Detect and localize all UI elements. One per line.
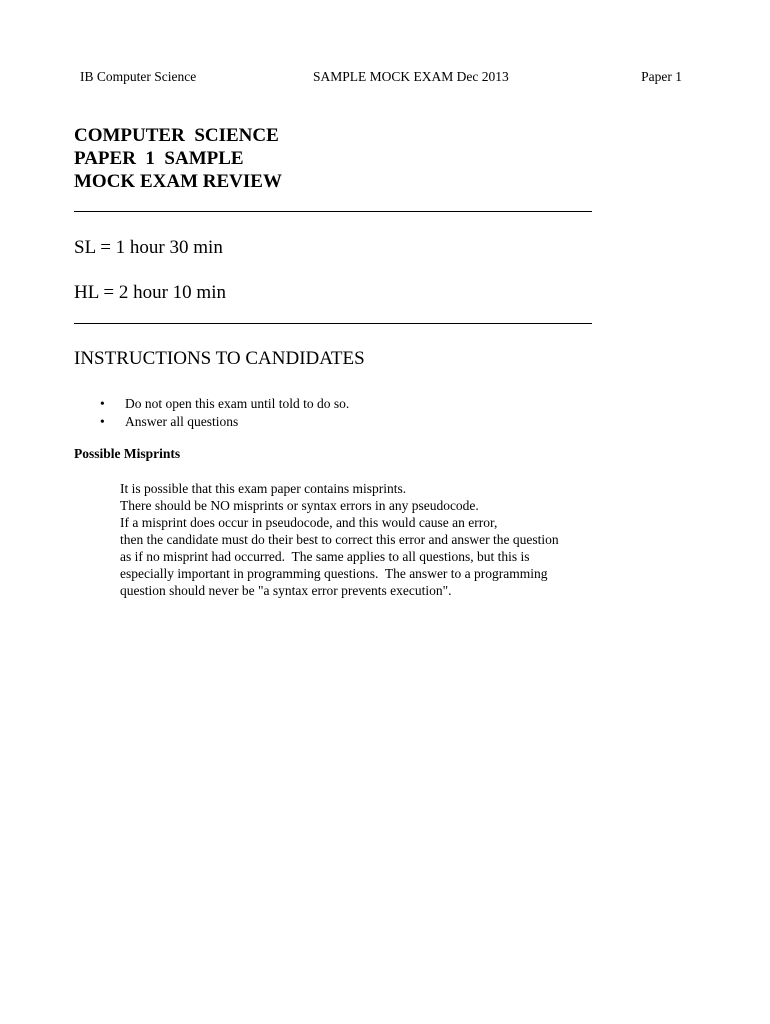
paragraph-line: If a misprint does occur in pseudocode, and this would cause an error,: [120, 515, 498, 530]
horizontal-rule: [74, 323, 592, 324]
title-line: MOCK EXAM REVIEW: [74, 171, 282, 192]
paragraph-line: as if no misprint had occurred. The same applies to all questions, but this is: [120, 549, 530, 564]
title-line: COMPUTER SCIENCE: [74, 125, 279, 146]
paragraph-line: then the candidate must do their best to correct this error and answer the question: [120, 532, 559, 547]
header-course: IB Computer Science: [80, 69, 197, 84]
instruction-text: Answer all questions: [125, 414, 239, 429]
list-item: [100, 413, 349, 431]
horizontal-rule: [74, 211, 592, 212]
duration-hl: HL = 2 hour 10 min: [74, 282, 226, 303]
header-exam-title: SAMPLE MOCK EXAM Dec 2013: [313, 69, 509, 84]
misprints-paragraph: [120, 480, 559, 599]
bullet-icon: •: [100, 396, 105, 411]
misprints-heading: Possible Misprints: [74, 446, 181, 461]
duration-sl: SL = 1 hour 30 min: [74, 237, 223, 258]
document-title: [74, 124, 282, 193]
instructions-list: [100, 395, 349, 431]
paragraph-line: It is possible that this exam paper contains misprints.: [120, 481, 407, 496]
list-item: [100, 395, 349, 413]
instruction-text: Do not open this exam until told to do so.: [125, 396, 350, 411]
header-paper-number: Paper 1: [641, 69, 682, 84]
paragraph-line: There should be NO misprints or syntax errors in any pseudocode.: [120, 498, 479, 513]
bullet-icon: •: [100, 414, 105, 429]
paragraph-line: especially important in programming questions. The answer to a programming: [120, 566, 548, 581]
instructions-heading: INSTRUCTIONS TO CANDIDATES: [74, 348, 365, 369]
title-line: PAPER 1 SAMPLE: [74, 148, 244, 169]
paragraph-line: question should never be "a syntax error prevents execution".: [120, 583, 452, 598]
